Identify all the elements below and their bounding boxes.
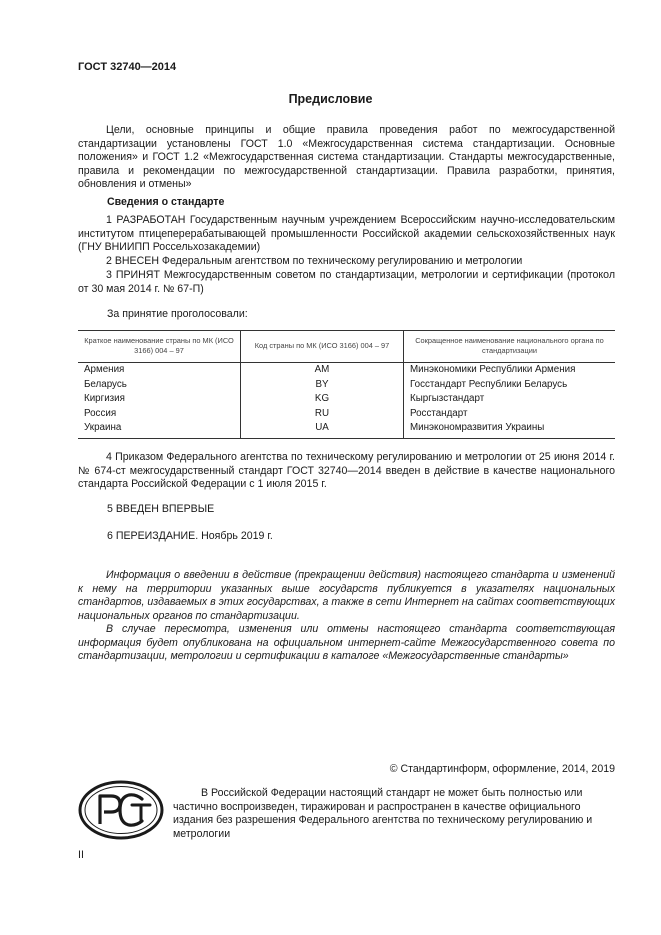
item-3 <box>78 269 615 296</box>
cell-country: Россия <box>78 407 241 422</box>
cell-body: Минэкономразвития Украины <box>404 421 616 438</box>
cell-country: Киргизия <box>78 392 241 407</box>
table-row <box>78 363 615 378</box>
item-6: 6 ПЕРЕИЗДАНИЕ. Ноябрь 2019 г. <box>107 530 273 542</box>
item-5: 5 ВВЕДЕН ВПЕРВЫЕ <box>107 503 215 515</box>
item-4-text: 4 Приказом Федерального агентства по техническому регулированию и метрологии от 25 июня 2014 г. № 674-ст межгосударственный стандарт ГОСТ 32740—2014 введен в действие в качестве национального стандарта Российской Федерации с 1 июля 2015 г. <box>78 451 615 491</box>
item-2-text: 2 ВНЕСЕН Федеральным агентством по техническому регулированию и метрологии <box>106 255 523 267</box>
vote-label: За принятие проголосовали: <box>107 308 248 320</box>
item-1 <box>78 214 615 255</box>
table-header-row <box>78 331 615 363</box>
rst-logo-icon <box>78 780 164 840</box>
intro-paragraph <box>78 124 615 192</box>
italic-info-1-text: Информация о введении в действие (прекращении действия) настоящего стандарта и изменений к нему на территории указанных выше государств публикуется в указателях национальных стандартов, издаваемых в этих государствах, а также в сети Интернет на сайтах соответствующих национальных органов по стандартизации. <box>78 569 615 622</box>
page-number: II <box>78 849 84 861</box>
cell-code: UA <box>241 421 404 438</box>
cell-code: RU <box>241 407 404 422</box>
item-4 <box>78 451 615 492</box>
table-row <box>78 378 615 393</box>
cell-country: Беларусь <box>78 378 241 393</box>
copyright-line: © Стандартинформ, оформление, 2014, 2019 <box>389 763 615 775</box>
cell-country: Украина <box>78 421 241 438</box>
italic-info-2 <box>78 623 615 664</box>
item-3-text: 3 ПРИНЯТ Межгосударственным советом по стандартизации, метрологии и сертификации (протокол от 30 мая 2014 г. № 67-П) <box>78 269 615 295</box>
italic-info-1 <box>78 569 615 623</box>
rst-logo-svg <box>78 780 164 840</box>
document-code: ГОСТ 32740—2014 <box>78 61 177 73</box>
cell-body: Минэкономики Республики Армения <box>410 364 576 375</box>
page-title: Предисловие <box>288 92 373 106</box>
table-row <box>78 392 615 407</box>
item-2 <box>78 255 615 269</box>
item-1-text: 1 РАЗРАБОТАН Государственным научным учреждением Всероссийским научно-исследовательским институтом птицеперерабатывающей промышленности Российской академии сельскохозяйственных наук (ГНУ ВНИИПП Россельхозакадемии) <box>78 214 615 254</box>
cell-body: Кыргызстандарт <box>410 393 485 404</box>
voting-table <box>78 330 615 439</box>
intro-text: Цели, основные принципы и общие правила проведения работ по межгосударственной стандартизации установлены ГОСТ 1.0 «Межгосударственная система стандартизации. Основные положения» и ГОСТ 1.2 «Межгосударственная система стандартизации. Стандарты межгосударственные, правила и рекомендации по межгосударственной стандартизации. Правила разработки, принятия, обновления и отмены» <box>78 124 615 191</box>
cell-country: Армения <box>78 363 241 378</box>
cell-body: Госстандарт Республики Беларусь <box>410 378 568 390</box>
table-row <box>78 421 615 438</box>
col-header-body: Сокращенное наименование национального органа по стандартизации <box>404 331 616 363</box>
cell-code: KG <box>241 392 404 407</box>
reproduction-notice-text: В Российской Федерации настоящий стандарт не может быть полностью или частично воспроизведен, тиражирован и распространен в качестве официального издания без разрешения Федерального агентства по техническому регулированию и метрологии <box>173 787 593 840</box>
col-header-code: Код страны по МК (ИСО 3166) 004 – 97 <box>241 331 404 363</box>
cell-body: Росстандарт <box>410 407 468 419</box>
table-row <box>78 407 615 422</box>
italic-info-2-text: В случае пересмотра, изменения или отмены настоящего стандарта соответствующая информация будет опубликована на официальном интернет-сайте Межгосударственного совета по стандартизации, метрологии и сертификации в каталоге «Межгосударственные стандарты» <box>78 623 615 663</box>
cell-code: AM <box>241 363 404 378</box>
standard-info-heading: Сведения о стандарте <box>107 196 225 208</box>
col-header-country: Краткое наименование страны по МК (ИСО 3166) 004 – 97 <box>78 331 241 363</box>
cell-code: BY <box>241 378 404 393</box>
reproduction-notice <box>173 787 615 841</box>
